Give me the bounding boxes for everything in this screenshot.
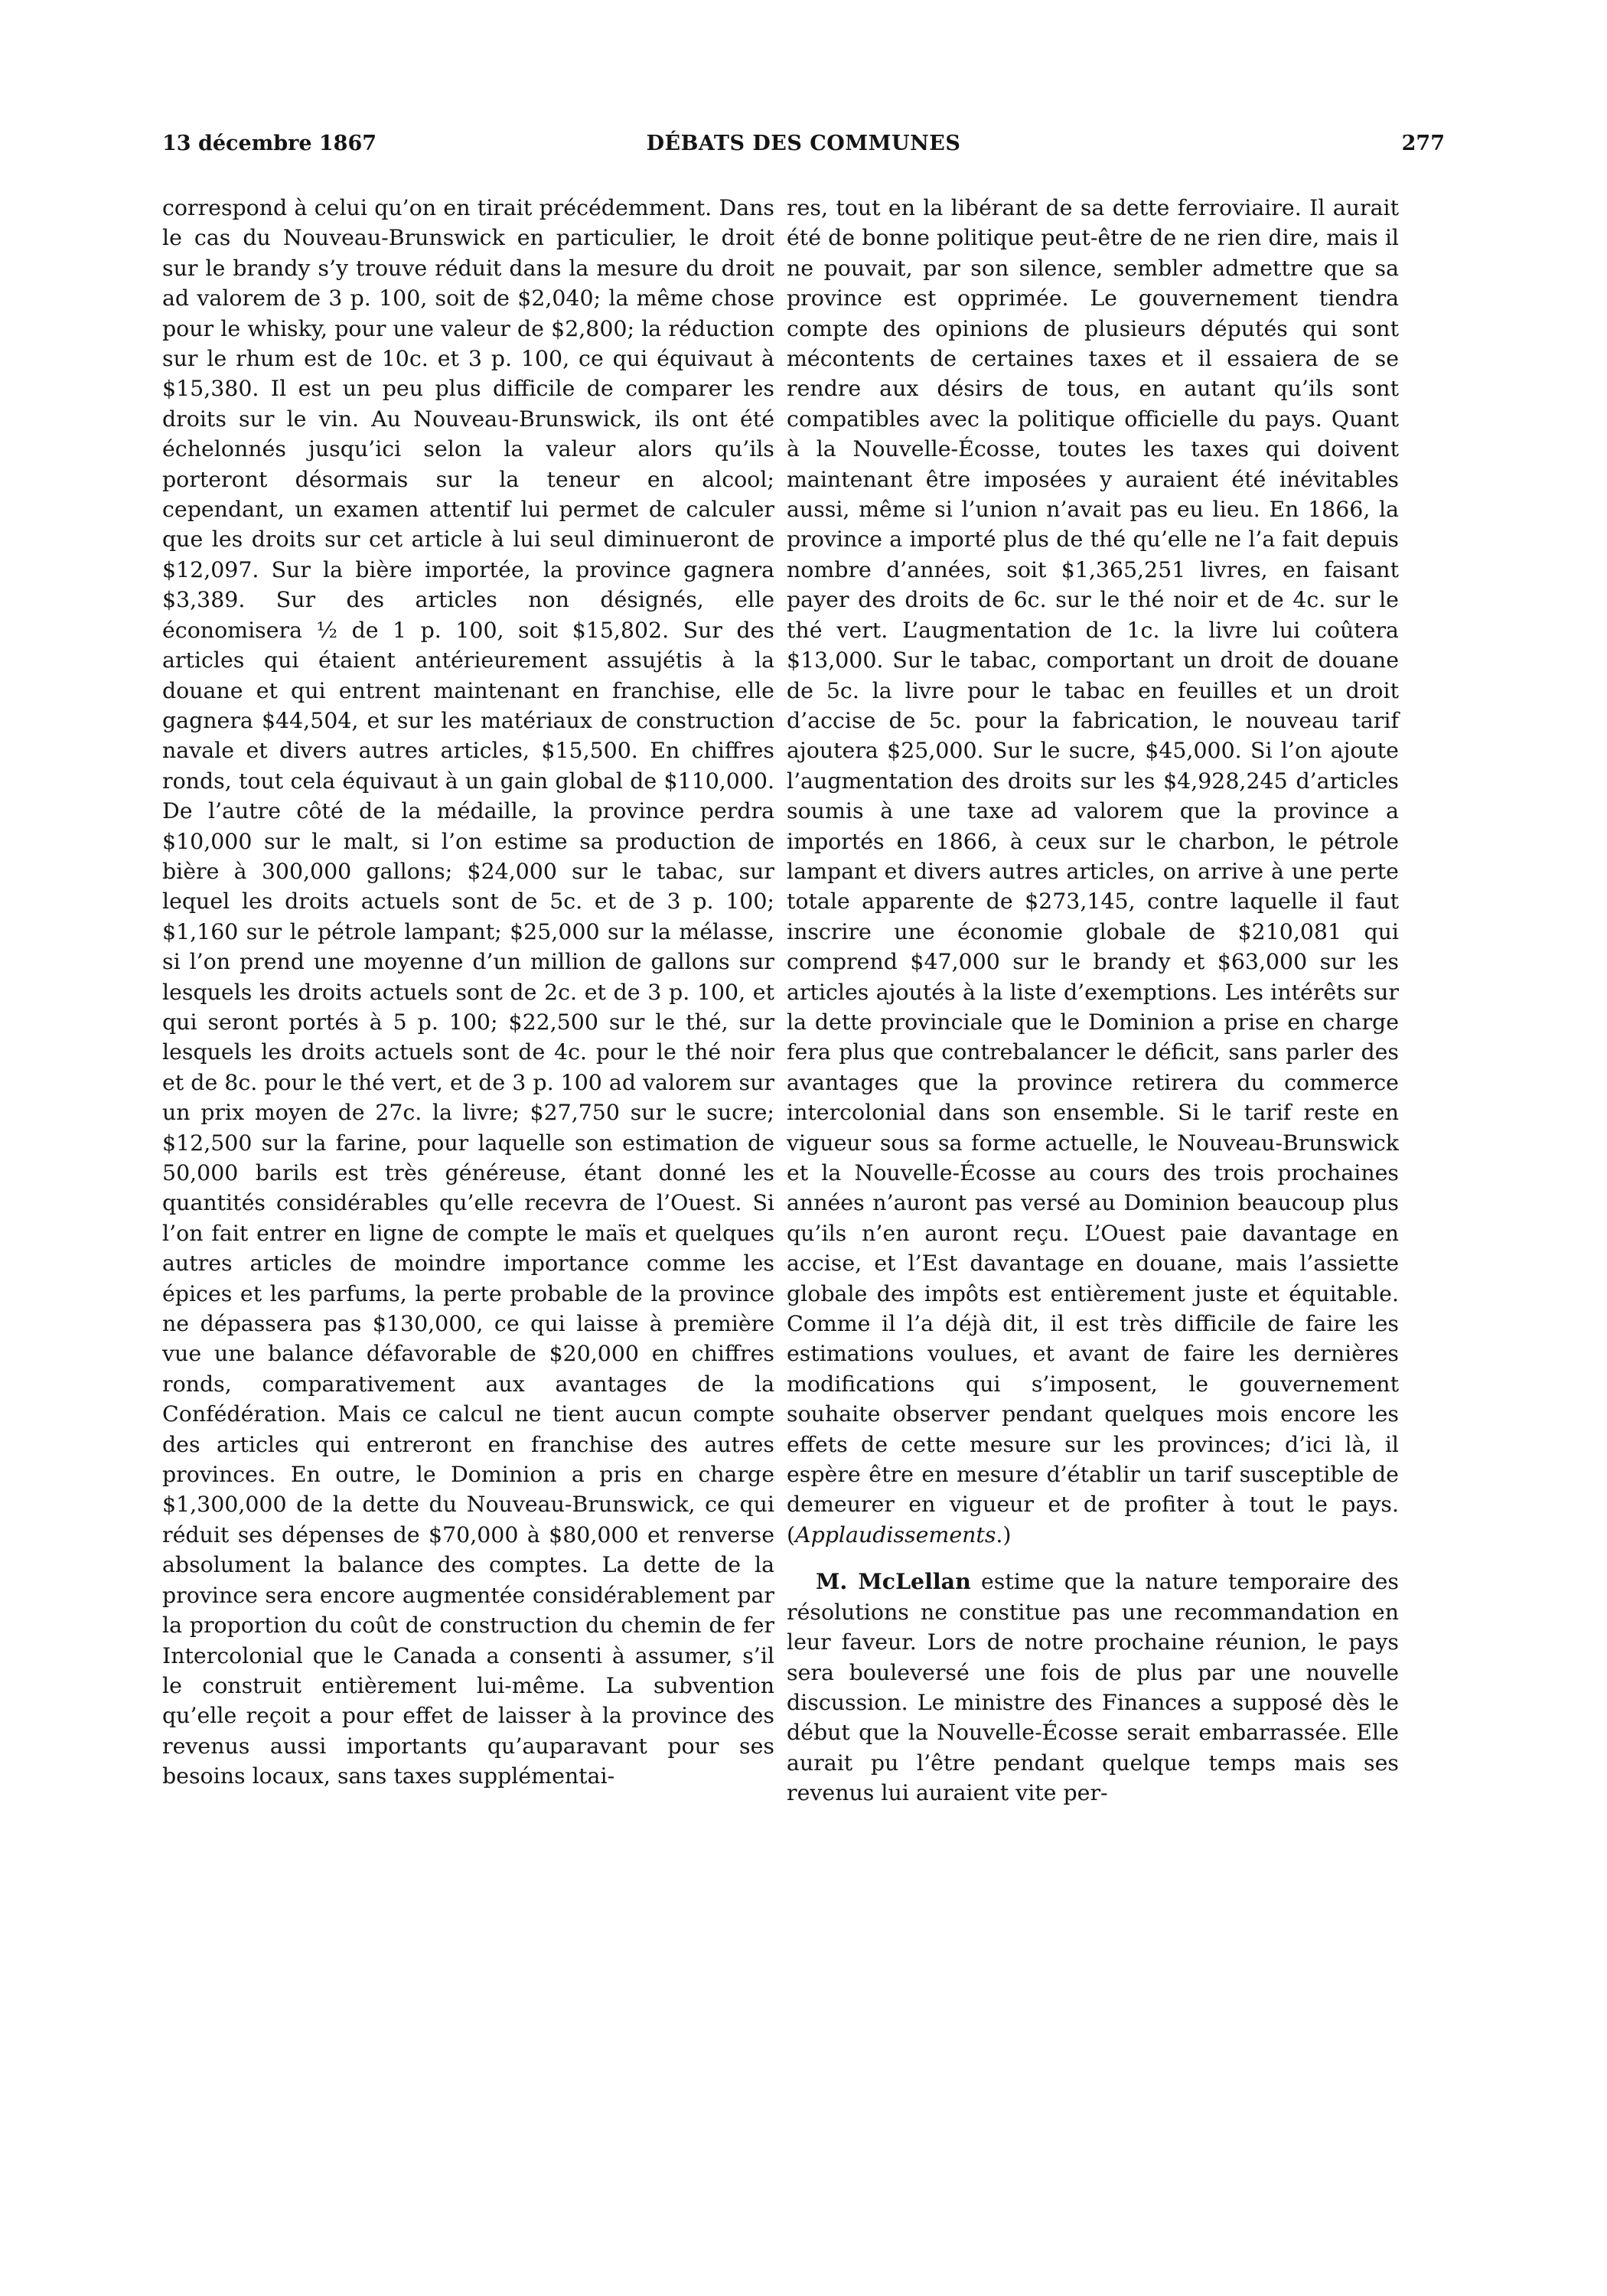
header-date: 13 décembre 1867 — [162, 132, 377, 155]
right-paragraph-1-end: .) — [996, 1521, 1012, 1548]
header-title: DÉBATS DES COMMUNES — [646, 132, 961, 155]
right-paragraph-1 — [787, 193, 1399, 1550]
right-column — [787, 193, 1399, 1808]
speaker-name: M. McLellan — [816, 1568, 971, 1595]
applause-note: Applaudissements — [795, 1521, 996, 1548]
page-header — [162, 132, 1445, 162]
left-column — [162, 193, 774, 1792]
left-paragraph-1: correspond à celui qu’on en tirait précédemment. Dans le cas du Nouveau-Brunswick en particulier, le droit sur le brandy s’y trouve réduit dans la mesure du droit ad valorem de 3 p. 100, soit de $2,040; la même chose pour le whisky, pour une valeur de $2,800; la réduction sur le rhum est de 10c. et 3 p. 100, ce qui équivaut à $15,380. Il est un peu plus difficile de comparer les droits sur le vin. Au Nouveau-Brunswick, ils ont été échelonnés jusqu’ici selon la valeur alors qu’ils porteront désormais sur la teneur en alcool; cependant, un examen attentif lui permet de calculer que les droits sur cet article à lui seul diminueront de $12,097. Sur la bière importée, la province gagnera $3,389. Sur des articles non désignés, elle économisera ½ de 1 p. 100, soit $15,802. Sur des articles qui étaient antérieurement assujétis à la douane et qui entrent maintenant en franchise, elle gagnera $44,504, et sur les matériaux de construction navale et divers autres articles, $15,500. En chiffres ronds, tout cela équivaut à un gain global de $110,000. De l’autre côté de la médaille, la province perdra $10,000 sur le malt, si l’on estime sa production de bière à 300,000 gallons; $24,000 sur le tabac, sur lequel les droits actuels sont de 5c. et de 3 p. 100; $1,160 sur le pétrole lampant; $25,000 sur la mélasse, si l’on prend une moyenne d’un million de gallons sur lesquels les droits actuels sont de 2c. et de 3 p. 100, et qui seront portés à 5 p. 100; $22,500 sur le thé, sur lesquels les droits actuels sont de 4c. pour le thé noir et de 8c. pour le thé vert, et de 3 p. 100 ad valorem sur un prix moyen de 27c. la livre; $27,750 sur le sucre; $12,500 sur la farine, pour laquelle son estimation de 50,000 barils est très généreuse, étant donné les quantités considérables qu’elle recevra de l’Ouest. Si l’on fait entrer en ligne de compte le maïs et quelques autres articles de moindre importance comme les épices et les parfums, la perte probable de la province ne dépassera pas $130,000, ce qui laisse à première vue une balance défavorable de $20,000 en chiffres ronds, comparativement aux avantages de la Confédération. Mais ce calcul ne tient aucun compte des articles qui entreront en franchise des autres provinces. En outre, le Dominion a pris en charge $1,300,000 de la dette du Nouveau-Brunswick, ce qui réduit ses dépenses de $70,000 à $80,000 et renverse absolument la balance des comptes. La dette de la province sera encore augmentée considérablement par la proportion du coût de construction du chemin de fer Intercolonial que le Canada a consenti à assumer, s’il le construit entièrement lui-même. La subvention qu’elle reçoit a pour effet de laisser à la province des revenus aussi importants qu’auparavant pour ses besoins locaux, sans taxes supplémentai- — [162, 195, 774, 1789]
right-paragraph-2-text: estime que la nature temporaire des résolutions ne constitue pas une recommandation en leur faveur. Lors de notre prochaine réunion, le pays sera bouleversé une fois de plus par une nouvelle discussion. Le ministre des Finances a supposé dès le début que la Nouvelle-Écosse serait embarrassée. Elle aurait pu l’être pendant quelque temps mais ses revenus lui auraient vite per- — [787, 1569, 1400, 1806]
right-paragraph-1-text: res, tout en la libérant de sa dette ferroviaire. Il aurait été de bonne politique peut-être de ne rien dire, mais il ne pouvait, par son silence, sembler admettre que sa province est opprimée. Le gouvernement tiendra compte des opinions de plusieurs députés qui sont mécontents de certaines taxes et il essaiera de se rendre aux désirs de tous, en autant qu’ils sont compatibles avec la politique officielle du pays. Quant à la Nouvelle-Écosse, toutes les taxes qui doivent maintenant être imposées y auraient été inévitables aussi, même si l’union n’avait pas eu lieu. En 1866, la province a importé plus de thé qu’elle ne l’a fait depuis nombre d’années, soit $1,365,251 livres, en faisant payer des droits de 6c. sur le thé noir et de 4c. sur le thé vert. L’augmentation de 1c. la livre lui coûtera $13,000. Sur le tabac, comportant un droit de douane de 5c. la livre pour le tabac en feuilles et un droit d’accise de 5c. pour la fabrication, le nouveau tarif ajoutera $25,000. Sur le sucre, $45,000. Si l’on ajoute l’augmentation des droits sur les $4,928,245 d’articles soumis à une taxe ad valorem que la province a importés en 1866, à ceux sur le charbon, le pétrole lampant et divers autres articles, on arrive à une perte totale apparente de $273,145, contre laquelle il faut inscrire une économie globale de $210,081 qui comprend $47,000 sur le brandy et $63,000 sur les articles ajoutés à la liste d’exemptions. Les intérêts sur la dette provinciale que le Dominion a prise en charge fera plus que contrebalancer le déficit, sans parler des avantages que la province retirera du commerce intercolonial dans son ensemble. Si le tarif reste en vigueur sous sa forme actuelle, le Nouveau-Brunswick et la Nouvelle-Écosse au cours des trois prochaines années n’auront pas versé au Dominion beaucoup plus qu’ils n’en auront reçu. L’Ouest paie davantage en accise, et l’Est davantage en douane, mais l’assiette globale des impôts est entièrement juste et équitable. Comme il l’a déjà dit, il est très difficile de faire les estimations voulues, et avant de faire les dernières modifications qui s’imposent, le gouvernement souhaite observer pendant quelques mois encore les effets de cette mesure sur les provinces; d’ici là, il espère être en mesure d’établir un tarif susceptible de demeurer en vigueur et de profiter à tout le pays. ( — [787, 195, 1399, 1548]
right-paragraph-2 — [787, 1567, 1399, 1808]
page-number: 277 — [1401, 132, 1445, 155]
